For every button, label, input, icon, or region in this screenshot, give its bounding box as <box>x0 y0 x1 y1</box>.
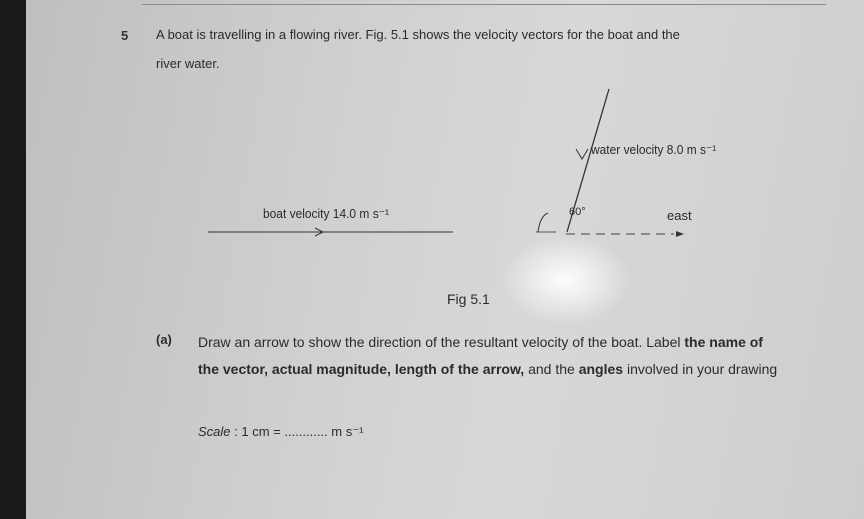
part-a-text-3: involved in your drawing <box>623 361 778 377</box>
part-a-text-2: and the <box>524 361 579 377</box>
part-a-bold-1: the name of the vector, actual magnitude, length of the arrow, <box>198 334 763 377</box>
question-number: 5 <box>121 28 129 43</box>
scale-line <box>198 424 363 440</box>
question-intro-line-1: A boat is travelling in a flowing river. Fig. 5.1 shows the velocity vectors for the boat and the <box>156 27 680 42</box>
east-label: east <box>667 208 692 223</box>
east-arrowhead <box>676 231 684 237</box>
part-a-text-1: Draw an arrow to show the direction of the resultant velocity of the boat. Label <box>198 334 685 350</box>
scale-answer-blank[interactable]: : 1 cm = ............ m s⁻¹ <box>230 424 364 439</box>
scale-prefix: Scale <box>198 424 231 439</box>
part-a-bold-2: angles <box>578 361 624 377</box>
water-velocity-label: water velocity 8.0 m s⁻¹ <box>591 142 717 157</box>
water-vector-arrowhead <box>576 149 588 159</box>
question-intro-line-2: river water. <box>156 56 220 71</box>
velocity-diagram <box>26 0 864 519</box>
part-a-label: (a) <box>156 332 172 347</box>
part-a-instructions <box>198 329 778 383</box>
worksheet-page <box>26 0 864 519</box>
angle-label: 60° <box>569 206 586 218</box>
boat-velocity-label: boat velocity 14.0 m s⁻¹ <box>263 206 389 221</box>
angle-arc <box>538 213 548 232</box>
figure-caption: Fig 5.1 <box>447 291 490 307</box>
